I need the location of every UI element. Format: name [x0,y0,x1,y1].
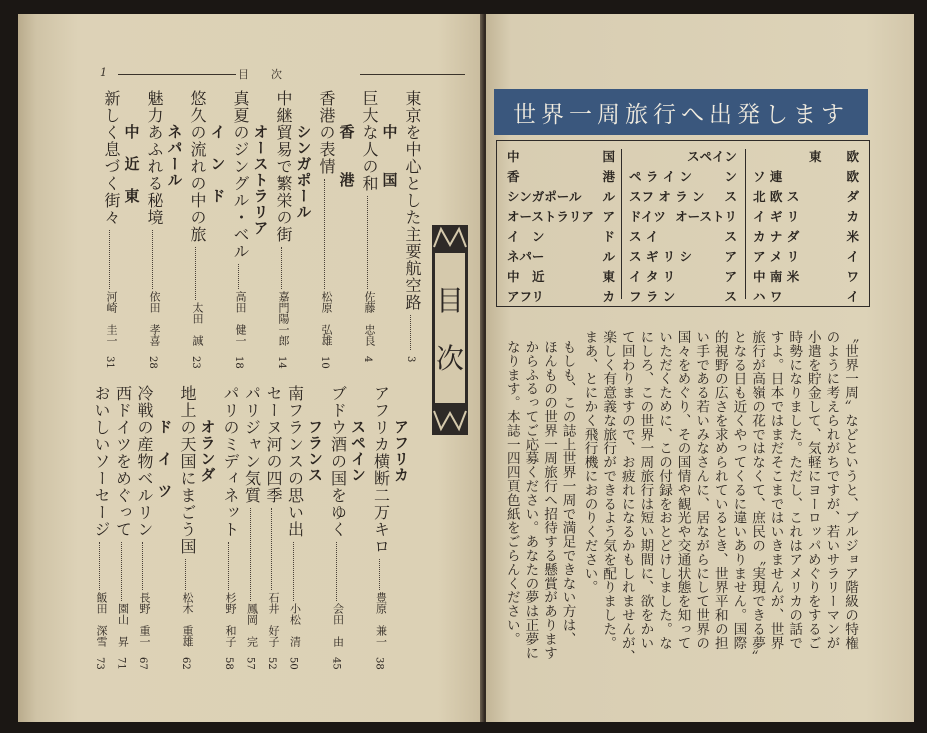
route-stop-label: ス イ [629,229,659,244]
route-column-europe [629,147,737,307]
toc-entry-title: 中継貿易で繁栄の街 [274,90,293,243]
essay-line: すよ。日本ではまだそこまではいきませんが、世界 [767,330,784,650]
toc-leader-dots [99,542,100,590]
toc-entry-author: 長野 重一 [138,592,151,647]
toc-entry-title: 悠久の流れの中の旅 [188,90,207,243]
route-row [629,167,737,187]
route-stop-label: 中 南 米 [753,269,800,284]
route-row [753,287,859,307]
essay-line: いただくために、この付録をおとどけしました。な [656,330,672,650]
toc-entry-title: 香港の表情 [317,90,336,175]
toc-entry-author: 松原 弘雄 [320,291,333,346]
toc-entry-title: 新しく息づく街々 [102,90,121,226]
toc-entry-author: 太田 誠 [191,302,204,346]
toc-country-heading: オーストラリア [251,124,270,236]
toc-leader-dots [195,247,196,300]
route-row [507,267,615,287]
toc-entry-author: 園山 昇 [116,603,130,647]
toc-entry-title: パリジャン気質 [242,385,262,504]
toc-entry-author: 小松 清 [288,603,302,647]
route-stop-label: シンガポール [507,189,582,204]
essay-line: となる日も近くやってくるに違いありません。国際 [730,330,747,650]
route-stop-label: 香 [507,169,520,184]
route-stop-label: 港 [602,169,615,184]
route-stop-label: ル [602,249,615,264]
toc-entry-title: ブドウ酒の国をゆく [328,385,348,538]
route-row [629,227,737,247]
toc-entry-title: 南フランスの思い出 [285,385,305,538]
essay-line: にしろ、この世界一周旅行は短い期間に、欲をかい [637,330,654,650]
route-stop-label: 北 欧 ス [753,189,800,204]
route-stop-label: カ ナ ダ [753,229,800,244]
essay-line: 的視野の広さを求められているとき、世界平和の担 [711,330,728,650]
toc-entry-author: 佐藤 忠良 [363,291,376,346]
toc-leader-dots [293,542,294,601]
zigzag-ornament-bottom [432,409,468,433]
toc-entry-page: 38 [373,657,385,670]
toc-banner-char: 目 [435,284,464,317]
toc-leader-dots [185,559,186,590]
toc-country-heading: シンガポール [294,124,313,220]
route-row [629,267,737,287]
toc-entry-page: 28 [147,356,158,369]
header-rule-right [360,74,465,75]
toc-entry-author: 会田 由 [331,603,345,647]
essay-line: まあ、とにかく飛行機におのりください。 [581,330,598,595]
route-row [507,287,615,307]
title-bar: 世界一周旅行へ出発します [494,89,868,135]
essay-line: 〝世界一周〟などというと、ブルジョア階級の特権 [842,330,858,650]
route-stop-label: 東 [602,269,615,284]
essay-line: 楽しく有意義な旅行ができるよう気を配りました。 [600,330,617,650]
toc-country-heading: フランス [306,419,324,483]
route-stop-label: フ ラ ン [629,289,676,304]
toc-entry-page: 3 [405,356,416,363]
toc-leader-dots [142,542,143,590]
toc-country-heading: スペイン [349,419,367,483]
route-stop-label: ハ ワ [753,289,783,304]
essay-line: ほんものの世界一周旅行へ招待する懸賞があります [541,340,557,660]
route-stop-label: 欧 [846,169,859,184]
route-row [753,167,859,187]
route-stop-label: ア [724,249,737,264]
toc-leader-dots [336,542,337,601]
route-stop-label: ペ ラ イ ン [629,169,693,184]
route-stop-label: 中 [507,149,520,164]
toc-entry-title: 魅力あふれる秘境 [145,90,164,226]
toc-entry-page: 45 [330,657,342,670]
route-row [507,167,615,187]
route-stop-label: オーストリ [675,209,737,224]
toc-entry-title: パリのミディネット [221,385,240,538]
essay-line: なります。本誌一四四頁色紙をごらんください。 [503,340,520,646]
toc-entry-page: 18 [233,356,244,369]
essay-line: 小遣を貯金して、気軽にヨーロッパめぐりをするご [804,330,821,650]
toc-leader-dots [109,230,110,289]
toc-country-heading: 中 近 東 [122,124,141,204]
toc-entry-page: 73 [94,657,105,670]
toc-entry-author: 高田 健一 [234,291,247,346]
toc-country-heading: ネパール [165,124,184,188]
route-row [507,207,615,227]
toc-entry-page: 14 [276,356,287,369]
toc-entry-page: 71 [115,657,127,670]
route-stop-label: ワ [846,269,859,284]
route-stop-label: アフリ [507,289,545,304]
toc-leader-dots [367,196,368,289]
route-stop-label: ス ギ リ シ [629,249,693,264]
toc-entry-author: 嘉門陽一郎 [277,291,290,346]
route-stop-label: イ [846,289,859,304]
toc-entry-author: 石井 好子 [267,592,280,647]
toc-country-heading: アフリカ [392,419,410,483]
route-stop-label: イ [846,249,859,264]
route-stop-label: 中 近 [507,269,545,284]
toc-entry-page: 23 [190,356,201,369]
route-row [753,147,859,167]
toc-leader-dots [250,508,251,601]
route-box [496,140,870,307]
toc-entry-title: 真夏のジングル・ベル [231,90,250,260]
toc-leader-dots [410,315,411,350]
route-stop-label: スペイン [686,149,737,164]
toc-entry-title: 冷戦の産物ベルリン [135,385,154,538]
route-row [629,207,737,227]
route-row [507,187,615,207]
toc-country-heading: 香 港 [337,124,356,188]
essay-line: 国々をめぐり、その国情や観光や交通状態を知って [674,330,691,650]
toc-entry-title: 地上の天国にまごう国 [178,385,197,555]
toc-country-heading: イ ン ド [208,124,227,204]
essay-line: い手である若いみなさんに、居ながらにして世界の [693,330,710,650]
toc-entry-author: 松木 重雄 [181,592,194,647]
toc-leader-dots [238,264,239,289]
toc-entry-page: 10 [319,356,330,369]
route-row [507,227,615,247]
route-stop-label: ア [602,209,615,224]
toc-entry-page: 4 [362,356,373,363]
route-stop-label: ダ [846,189,859,204]
header-rule-left [118,74,236,75]
route-divider [745,149,746,299]
essay-line: 時勢になりました。ただし、これはアメリカの話で [786,330,803,650]
toc-entry-page: 31 [104,356,115,369]
toc-entry-author: 鳳岡 完 [245,603,259,647]
route-row [753,187,859,207]
route-stop-label: 国 [602,149,615,164]
route-stop-label: ド [602,229,615,244]
essay-line: 旅行が高嶺の花ではなくて、庶民の〝実現できる夢〟 [749,330,765,664]
route-column-asia [507,147,615,307]
toc-entry-title: セーヌ河の四季 [264,385,283,504]
route-stop-label: イ ン [507,229,545,244]
route-stop-label: ス [724,289,737,304]
route-column-americas [753,147,859,307]
toc-banner [435,253,465,403]
route-row [629,287,737,307]
route-row [753,247,859,267]
route-divider [621,149,622,299]
route-stop-label: ネパー [507,249,545,264]
route-row [753,227,859,247]
toc-entry-author: 飯田 深雪 [95,592,108,647]
route-stop-label: ス [724,189,737,204]
route-stop-label: ア メ リ [753,249,800,264]
route-row [629,147,737,167]
route-row [753,267,859,287]
toc-entry-title: アフリカ横断二万キロ [371,385,391,555]
route-stop-label: ソ 連 [753,169,783,184]
route-stop-label: ル [602,189,615,204]
zigzag-ornament-top [432,225,468,249]
route-stop-label: イ タ リ [629,269,676,284]
toc-leader-dots [121,542,122,601]
toc-banner-char: 次 [435,342,464,375]
toc-country-heading: ド イ ツ [155,419,174,499]
route-stop-label: ス [724,229,737,244]
toc-entry-page: 58 [223,657,234,670]
toc-leader-dots [281,247,282,289]
toc-entry-title: 東京を中心とした主要航空路 [403,90,422,311]
toc-entry-page: 62 [180,657,191,670]
toc-country-heading: 中 国 [380,124,399,188]
toc-banner-ornament [432,225,468,435]
route-stop-label: ドイツ [629,209,666,224]
toc-entry-title: 西ドイツをめぐって [113,385,133,538]
toc-entry-author: 依田 孝喜 [148,291,161,346]
toc-entry-author: 河崎 圭一 [105,291,118,346]
route-stop-label: ア [724,269,737,284]
route-row [753,207,859,227]
page-number: 1 [100,66,107,79]
toc-leader-dots [152,230,153,289]
toc-leader-dots [379,559,380,590]
running-title: 目 次 [238,68,282,81]
toc-entry-author: 杉野 和子 [224,592,237,647]
route-stop-label: 東 欧 [808,149,859,164]
toc-entry-page: 50 [287,657,299,670]
toc-entry-title: 巨大な人の和 [360,90,379,192]
route-row [629,187,737,207]
route-stop-label: 米 [846,229,859,244]
route-stop-label: ン [724,169,737,184]
toc-leader-dots [324,179,325,289]
toc-entry-page: 67 [137,657,148,670]
essay-line: もしも、この誌上世界一周で満足できない方は、 [559,340,576,646]
route-stop-label: スフ オ ラ ン [629,189,705,204]
toc-leader-dots [228,542,229,590]
toc-country-heading: オランダ [198,419,217,483]
route-stop-label: イ ギ リ [753,209,800,224]
essay-line: て回わりますので、お疲れになるかもしれませんが、 [618,330,635,664]
route-row [507,247,615,267]
route-stop-label: カ [602,289,615,304]
toc-entry-page: 52 [266,657,277,670]
route-row [507,147,615,167]
toc-leader-dots [271,508,272,590]
toc-entry-title: おいしいソーセージ [92,385,111,538]
route-stop-label: カ [846,209,859,224]
toc-entry-page: 57 [244,657,256,670]
toc-entry-author: 豊原 兼一 [374,592,388,647]
route-stop-label: オーストラリア [507,209,594,224]
essay-line: のように考えられがちですが、若いサラリーマンが [823,330,840,650]
route-row [629,247,737,267]
essay-line: からふるってご応募ください。あなたの夢は正夢に [522,340,539,660]
